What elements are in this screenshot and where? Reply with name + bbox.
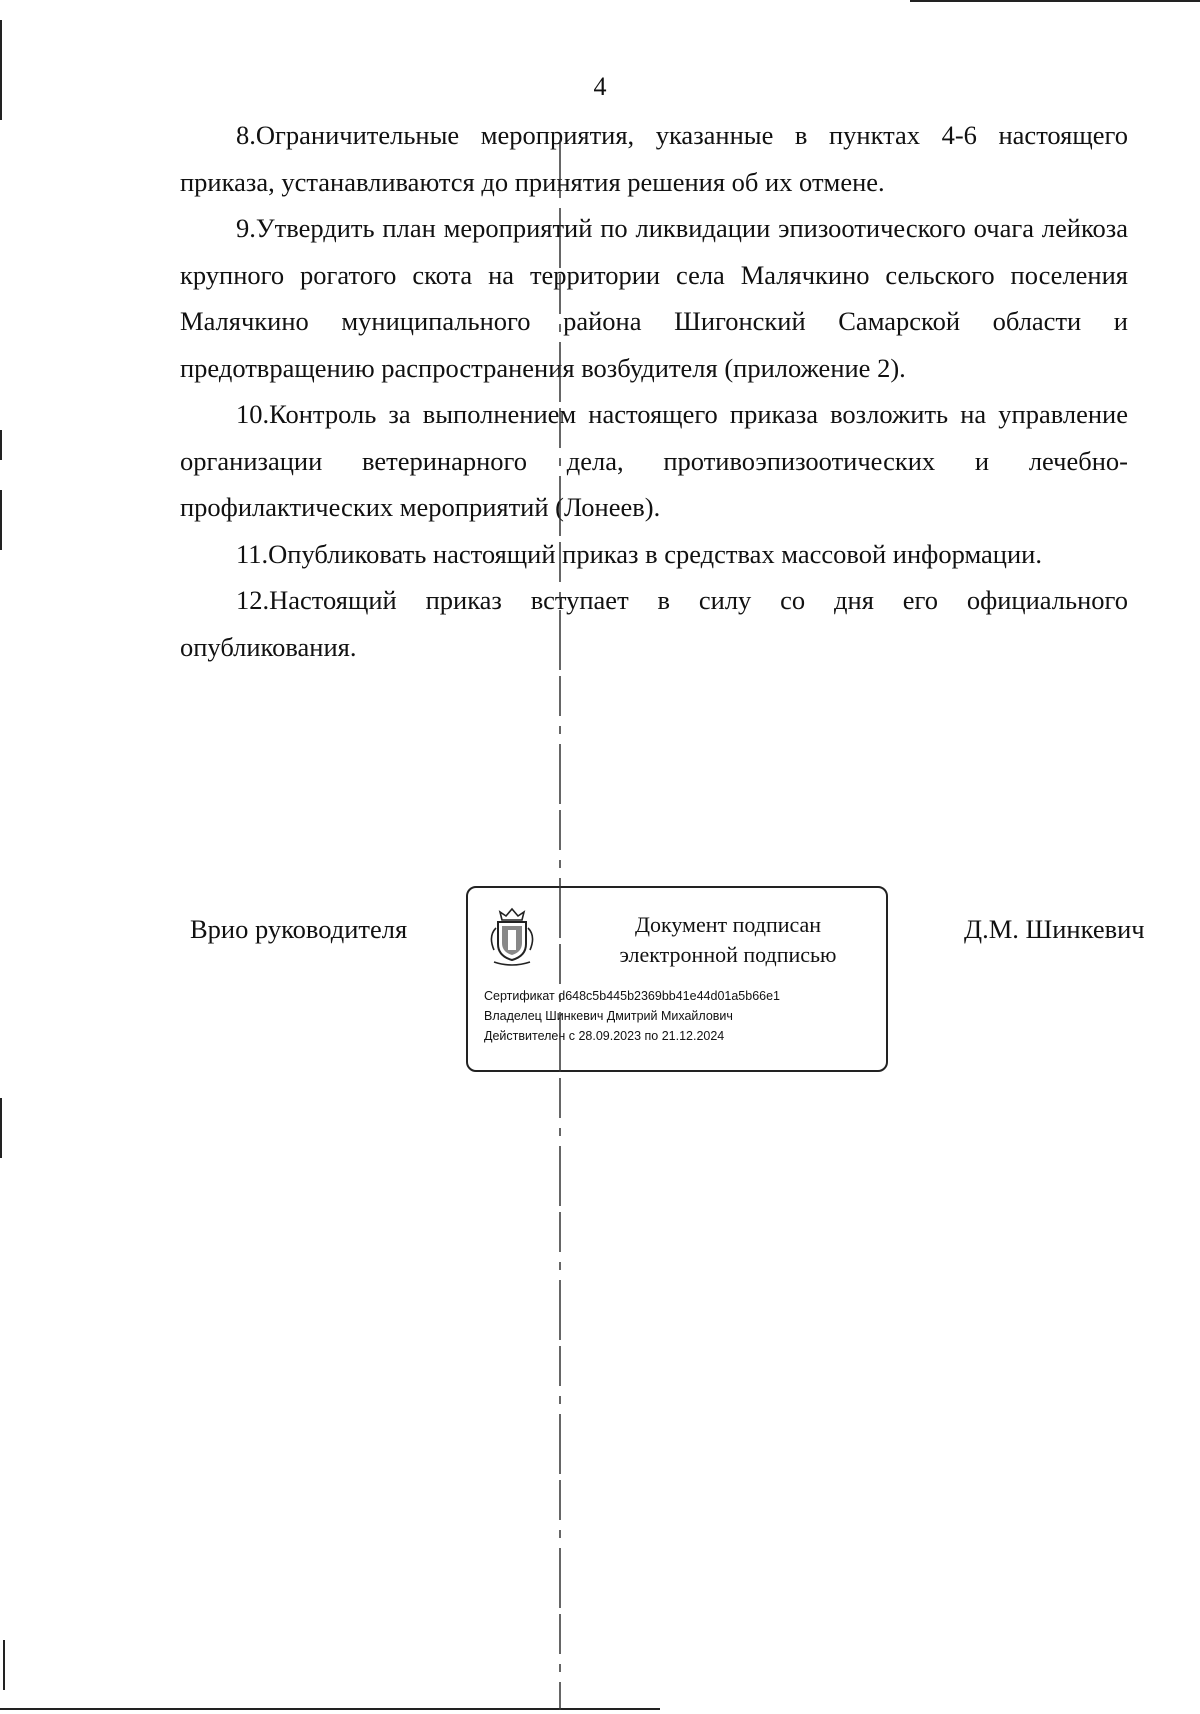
scan-edge-mark <box>0 20 2 120</box>
signer-name: Д.М. Шинкевич <box>964 914 1145 944</box>
electronic-signature-stamp <box>466 886 888 1072</box>
signature-block <box>0 886 1200 1076</box>
stamp-title <box>578 910 878 970</box>
samara-coat-of-arms-icon <box>486 906 538 968</box>
page-number: 4 <box>593 72 607 101</box>
stamp-title-line-1: Документ подписан <box>634 912 822 937</box>
stamp-certificate: Сертификат d648c5b445b2369bb41e44d01a5b66e1 <box>484 989 781 1003</box>
scan-edge-mark <box>3 1640 5 1690</box>
paragraph-11: 11.Опубликовать настоящий приказ в средствах массовой информации. <box>236 538 1042 569</box>
scan-edge-mark <box>0 430 2 460</box>
stamp-validity: Действителен с 28.09.2023 по 21.12.2024 <box>484 1029 725 1043</box>
stamp-owner: Владелец Шинкевич Дмитрий Михайлович <box>484 1009 733 1023</box>
stamp-title-line-2: электронной подписью <box>619 942 837 967</box>
document-body <box>180 112 1128 670</box>
scan-fold-line <box>556 140 564 1710</box>
paragraph-8: 8.Ограничительные мероприятия, указанные в пунктах 4-6 настоящего приказа, устанавливаются до принятия решения об их отмене. <box>180 120 1128 197</box>
scan-edge-mark <box>0 490 2 550</box>
paragraph-12: 12.Настоящий приказ вступает в силу со дня его официального опубликования. <box>180 585 1128 662</box>
scan-edge-mark <box>0 1098 2 1158</box>
paragraph-10: 10.Контроль за выполнением настоящего приказа возложить на управление организации ветеринарного дела, противоэпизоотических и лечебно-профилактических мероприятий (Лонеев). <box>180 399 1128 522</box>
paragraph-9: 9.Утвердить план мероприятий по ликвидации эпизоотического очага лейкоза крупного рогатого скота на территории села Малячкино сельского поселения Малячкино муниципального района Шигонский Самарской области и предотвращению распространения возбудителя (приложение 2). <box>180 213 1128 383</box>
scan-top-rule <box>910 0 1200 2</box>
stamp-details <box>484 986 780 1046</box>
signer-position: Врио руководителя <box>190 914 408 944</box>
